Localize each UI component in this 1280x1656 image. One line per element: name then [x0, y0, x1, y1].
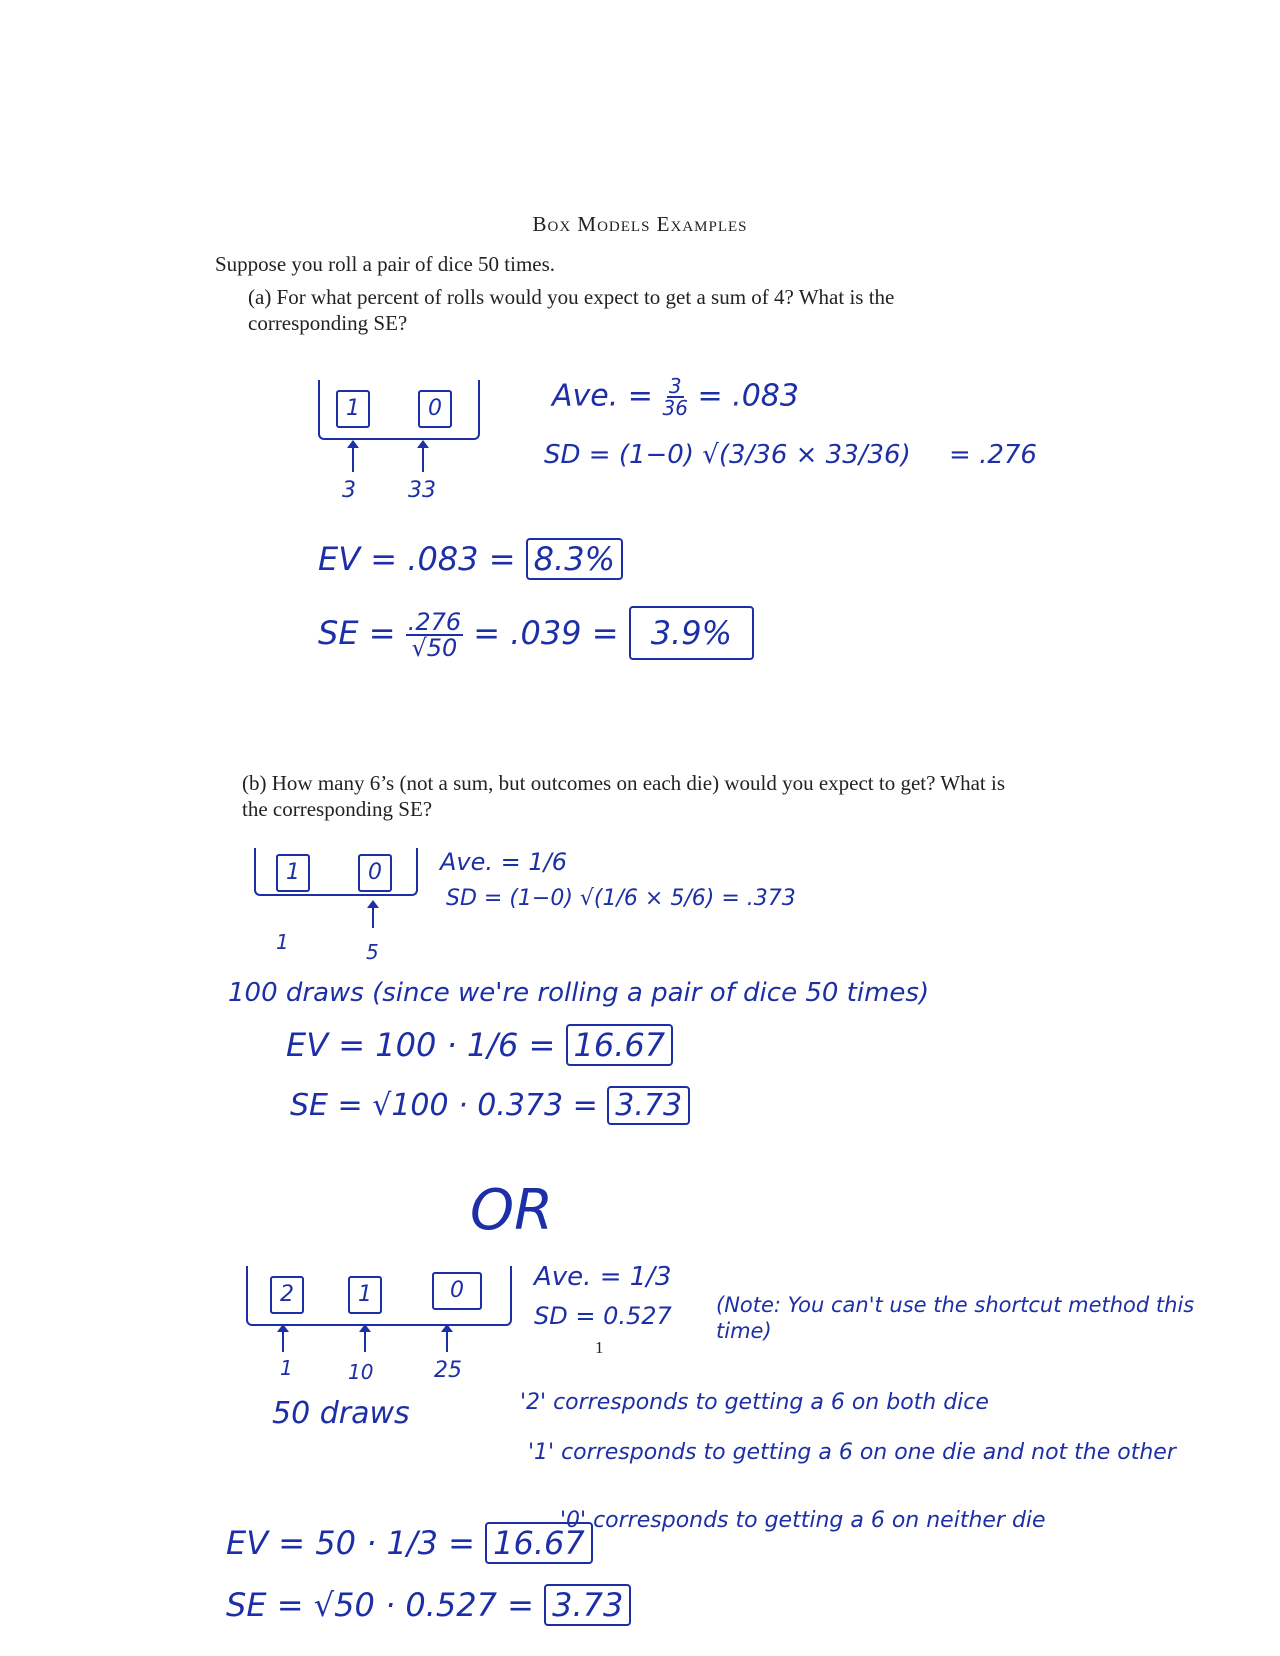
se-a-fraction [406, 610, 463, 660]
count-b2-2: 1 [280, 1356, 293, 1380]
arrow-b-0 [372, 906, 374, 928]
ticket-b2-2: 2 [270, 1276, 304, 1314]
ev-b2-text: EV = 50 · 1/3 = [226, 1524, 475, 1562]
se-b-answer: 3.73 [607, 1086, 690, 1125]
note-two: '2' corresponds to getting a 6 on both dice [520, 1390, 989, 1415]
intro-text: Suppose you roll a pair of dice 50 times. [215, 252, 556, 276]
note-shortcut: (Note: You can't use the shortcut method this time) [716, 1293, 1195, 1343]
count-b-1: 1 [276, 930, 289, 954]
ev-b2-answer: 16.67 [485, 1522, 593, 1564]
ev-a [318, 540, 623, 578]
sd-a-text: SD = (1−0) √(3/36 × 33/36) [544, 440, 911, 470]
ticket-b-0: 0 [358, 854, 392, 892]
se-a-label: SE = [318, 614, 396, 652]
se-b2 [226, 1586, 631, 1624]
question-a: (a) For what percent of rolls would you expect to get a sum of 4? What is the corresponding SE? [248, 285, 895, 335]
ev-b [286, 1026, 673, 1064]
count-b2-0: 25 [434, 1358, 462, 1383]
ticket-b2-0: 0 [432, 1272, 482, 1310]
se-b2-answer: 3.73 [544, 1584, 631, 1626]
arrow-b2-1 [364, 1330, 366, 1352]
ticket-b2-1: 1 [348, 1276, 382, 1314]
count-b-0: 5 [366, 940, 379, 964]
se-b-text: SE = √100 · 0.373 = [290, 1088, 598, 1123]
page-number: 1 [595, 1338, 604, 1357]
se-a-den: √50 [411, 634, 458, 662]
ave-a-label: Ave. = [552, 378, 653, 414]
sd-a [544, 440, 1037, 470]
count-b2-1: 10 [348, 1360, 374, 1384]
se-b [290, 1088, 690, 1123]
se-a-mid: = .039 = [473, 614, 619, 652]
count-a-0: 33 [408, 478, 436, 503]
arrow-b2-2 [282, 1330, 284, 1352]
sd-b2: SD = 0.527 [534, 1302, 672, 1330]
ave-b2: Ave. = 1/3 [534, 1262, 672, 1292]
se-a-num: .276 [407, 608, 462, 636]
draws-b2: 50 draws [272, 1396, 410, 1431]
or-divider: OR [470, 1178, 553, 1243]
note-zero: '0' corresponds to getting a 6 on neither die [560, 1508, 1046, 1533]
ticket-b-1: 1 [276, 854, 310, 892]
se-a [318, 610, 754, 660]
ave-a-num: 3 [668, 374, 682, 398]
ev-b-text: EV = 100 · 1/6 = [286, 1026, 556, 1064]
sd-a-result: = .276 [949, 440, 1037, 470]
ticket-a-0: 0 [418, 390, 452, 428]
ave-a-result: = .083 [697, 378, 799, 414]
count-a-1: 3 [342, 478, 356, 503]
ev-b2 [226, 1524, 593, 1562]
ev-a-answer: 8.3% [526, 538, 623, 580]
ave-a-fraction [663, 376, 688, 418]
ave-a [552, 376, 799, 418]
se-b2-text: SE = √50 · 0.527 = [226, 1586, 534, 1624]
se-a-answer: 3.9% [629, 606, 754, 660]
page-title: Box Models Examples [532, 212, 748, 236]
ave-b: Ave. = 1/6 [440, 848, 568, 876]
note-one: '1' corresponds to getting a 6 on one die and not the other [528, 1440, 1176, 1465]
arrow-a-1 [352, 446, 354, 472]
question-b: (b) How many 6’s (not a sum, but outcomes on each die) would you expect to get? What is the corresponding SE? [242, 771, 1006, 821]
arrow-a-0 [422, 446, 424, 472]
ev-b-answer: 16.67 [566, 1024, 674, 1066]
ev-a-text: EV = .083 = [318, 540, 516, 578]
draws-b: 100 draws (since we're rolling a pair of dice 50 times) [228, 978, 930, 1008]
ave-a-den: 36 [662, 396, 688, 420]
sd-b: SD = (1−0) √(1/6 × 5/6) = .373 [446, 886, 796, 911]
ticket-a-1: 1 [336, 390, 370, 428]
arrow-b2-0 [446, 1330, 448, 1352]
